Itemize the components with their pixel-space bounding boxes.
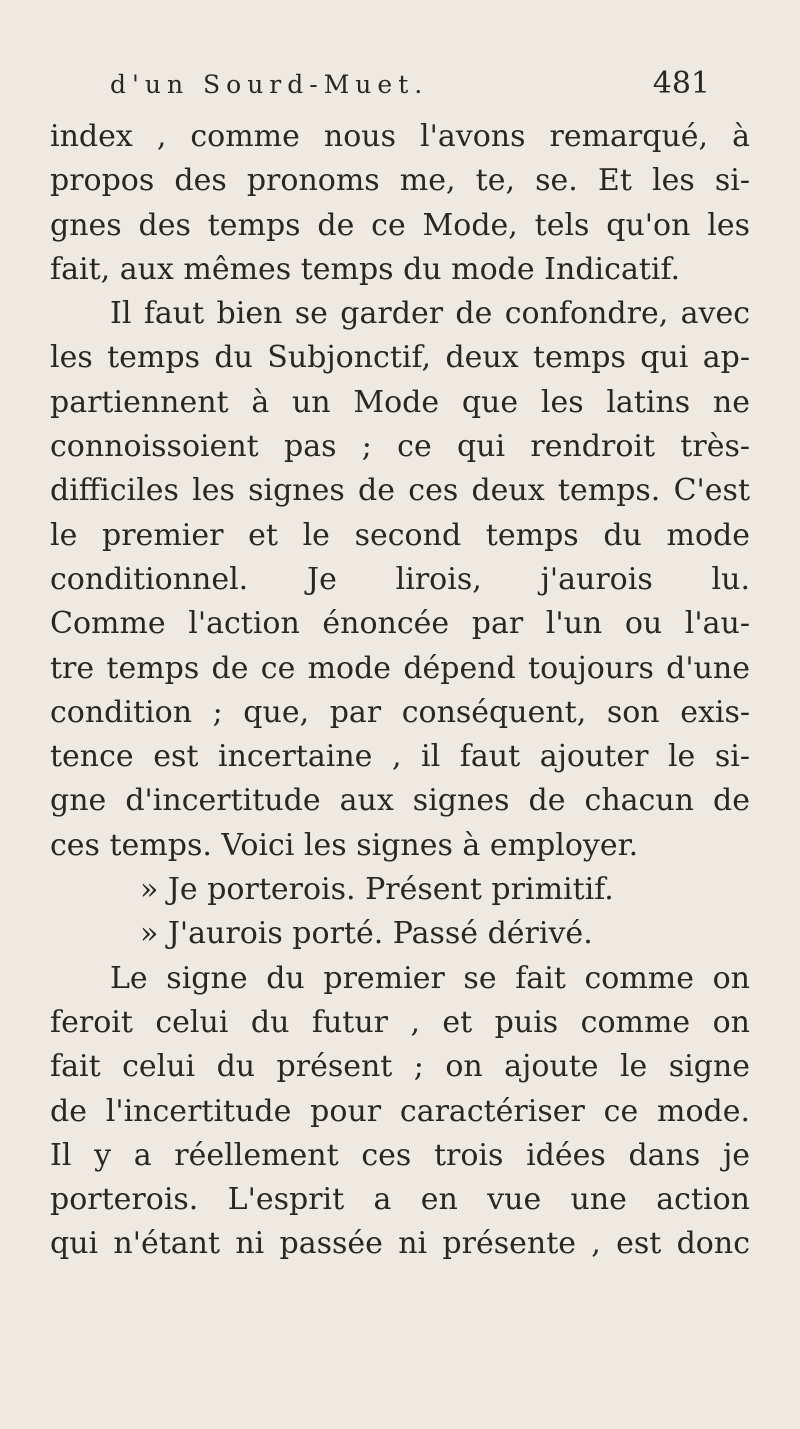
page-number: 481: [652, 66, 710, 101]
page-header: [110, 62, 710, 110]
example-line-1: » Je porterois. Présent primitif.: [140, 872, 614, 908]
text-line-9: difficiles les signes de ces deux temps. C'est: [50, 473, 750, 509]
text-line-18: Le signe du premier se fait comme on: [110, 960, 750, 996]
text-line-2: propos des pronoms me, te, se. Et les si-: [50, 163, 750, 199]
text-line-17: ces temps. Voici les signes à employer.: [50, 827, 639, 863]
body-text: [50, 115, 750, 1267]
text-line-15: tence est incertaine , il faut ajouter le si-: [50, 739, 750, 775]
text-line-8: connoissoient pas ; ce qui rendroit très-: [50, 429, 750, 465]
text-line-4: fait, aux mêmes temps du mode Indicatif.: [50, 251, 681, 287]
text-line-5: Il faut bien se garder de confondre, avec: [110, 296, 750, 332]
text-line-10: le premier et le second temps du mode: [50, 517, 750, 553]
text-line-23: porterois. L'esprit a en vue une action: [50, 1182, 750, 1218]
text-line-7: partiennent à un Mode que les latins ne: [50, 384, 750, 420]
text-line-1: index , comme nous l'avons remarqué, à: [50, 119, 750, 154]
text-line-6: les temps du Subjonctif, deux temps qui ap-: [50, 340, 750, 376]
text-line-12: Comme l'action énoncée par l'un ou l'au-: [50, 606, 750, 642]
text-line-22: Il y a réellement ces trois idées dans je: [50, 1137, 750, 1173]
text-line-21: de l'incertitude pour caractériser ce mode.: [50, 1093, 750, 1129]
text-line-16: gne d'incertitude aux signes de chacun de: [50, 783, 750, 819]
text-line-11: conditionnel. Je lirois, j'aurois lu.: [50, 561, 750, 597]
text-line-20: fait celui du présent ; on ajoute le signe: [50, 1049, 750, 1085]
text-line-14: condition ; que, par conséquent, son exis-: [50, 694, 750, 730]
text-line-13: tre temps de ce mode dépend toujours d'une: [50, 650, 750, 686]
text-line-19: feroit celui du futur , et puis comme on: [50, 1004, 750, 1040]
text-line-24: qui n'étant ni passée ni présente , est donc: [50, 1226, 750, 1262]
example-line-2: » J'aurois porté. Passé dérivé.: [140, 916, 593, 952]
text-line-3: gnes des temps de ce Mode, tels qu'on les: [50, 207, 750, 243]
running-head: d'un Sourd-Muet.: [110, 70, 429, 99]
